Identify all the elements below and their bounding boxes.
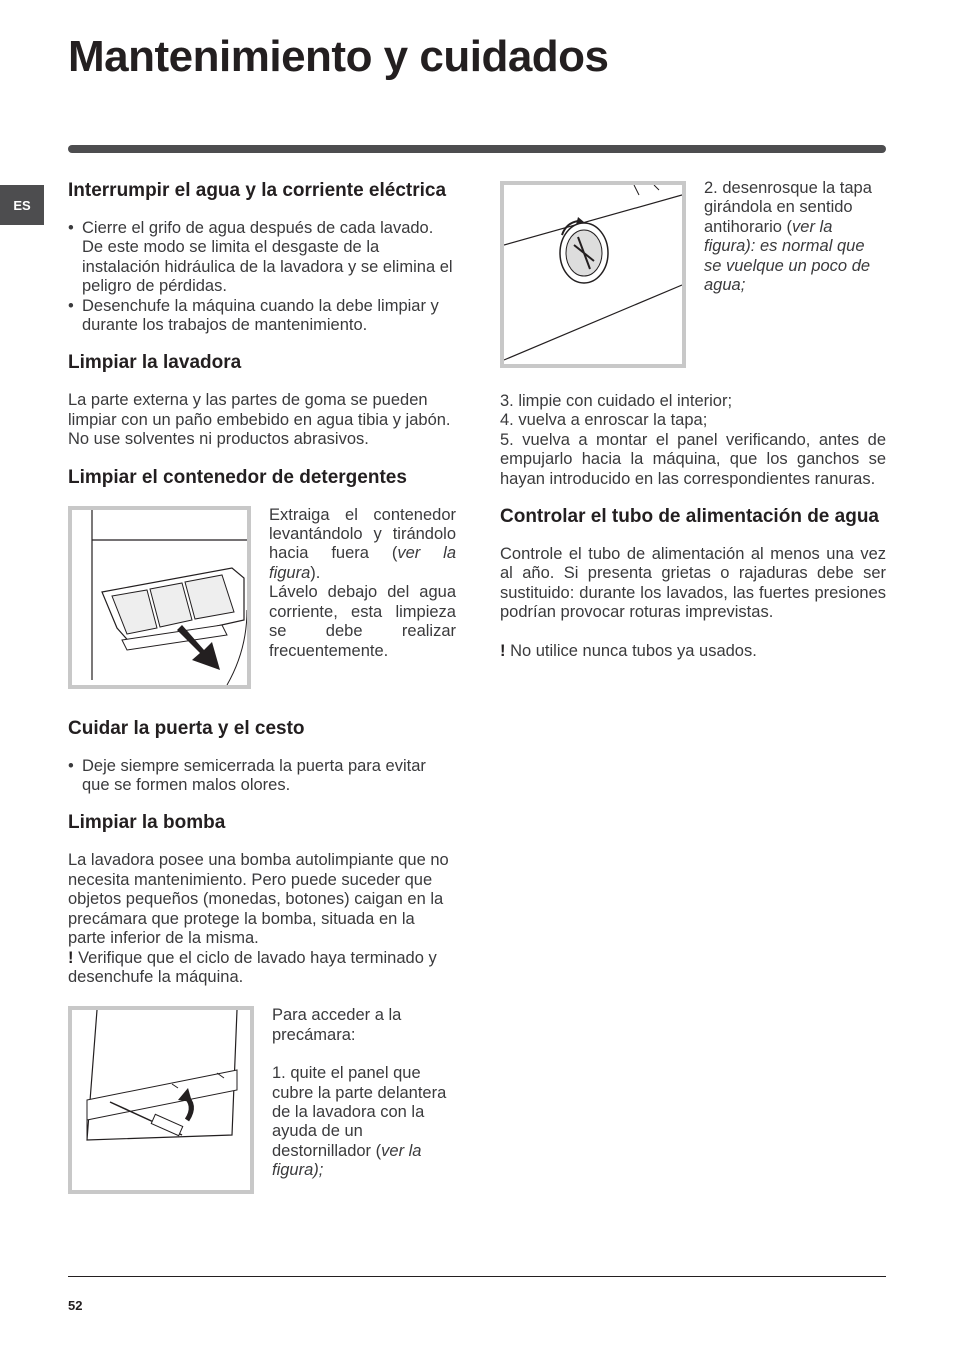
caption-text: Para acceder a la precámara:: [272, 1006, 402, 1044]
section-limpiar-contenedor: [68, 468, 456, 689]
section-heading: Interrumpir el agua y la corriente eléctrica: [68, 180, 447, 201]
title-divider: [68, 145, 886, 153]
step-text: 5. vuelva a montar el panel verificando, antes de empujarlo hacia la máquina, que los ganchos se hayan introducido en las correspondientes ranuras.: [500, 430, 886, 488]
warning-mark: !: [68, 948, 74, 967]
front-panel-illustration: [72, 1010, 250, 1190]
list-item: • Cierre el grifo de agua después de cada lavado. De este modo se limita el desgaste de la instalación hidráulica de la lavadora y se elimina el peligro de pérdidas.: [68, 219, 456, 297]
list-item: • Desenchufe la máquina cuando la debe limpiar y durante los trabajos de mantenimiento.: [68, 297, 456, 336]
figure-caption: [704, 179, 886, 368]
figure-caption: [272, 1006, 456, 1194]
caption-text: ): es normal que se vuelque un poco de agua;: [704, 237, 871, 295]
paragraph: La parte externa y las partes de goma se pueden limpiar con un paño embebido en agua tibia y jabón. No use solventes ni productos abrasivos.: [68, 391, 451, 449]
bullet-list: [68, 219, 456, 335]
figure-caption: [269, 506, 456, 689]
detergent-drawer-figure: [68, 506, 251, 689]
warning-mark: !: [500, 641, 506, 660]
steps-block: [500, 392, 886, 489]
footer-divider: [68, 1276, 886, 1277]
warning-text: Verifique que el ciclo de lavado haya terminado y desenchufe la máquina.: [68, 948, 437, 986]
section-heading: Limpiar la bomba: [68, 812, 226, 834]
step-text: 3. limpie con cuidado el interior;: [500, 392, 733, 410]
figure-reference: ver la figura: [704, 217, 833, 256]
caption-text: Lávelo debajo del agua corriente, esta limpieza se debe realizar frecuentemente.: [269, 583, 456, 660]
caption-text: );: [313, 1161, 324, 1180]
section-controlar-tubo: [500, 507, 886, 661]
front-panel-figure: [68, 1006, 254, 1194]
section-heading: Controlar el tubo de alimentación de agua: [500, 506, 879, 528]
figure-row: [500, 181, 886, 368]
section-heading: Limpiar la lavadora: [68, 352, 242, 374]
figure-row: [68, 506, 456, 689]
caption-text: 1. quite el panel que cubre la parte delantera de la lavadora con la ayuda de un destornillador (: [272, 1064, 447, 1160]
bullet-list: [68, 757, 456, 796]
language-tab: ES: [0, 185, 44, 225]
section-interrumpir: [68, 181, 456, 335]
step-text: 4. vuelva a enroscar la tapa;: [500, 411, 708, 430]
section-heading: Cuidar la puerta y el cesto: [68, 717, 305, 739]
section-heading: Limpiar el contenedor de detergentes: [68, 466, 407, 488]
section-limpiar-lavadora: [68, 353, 456, 449]
paragraph: Controle el tubo de alimentación al menos una vez al año. Si presenta grietas o rajaduras debe ser sustituido: durante los lavados, las fuertes presiones podrían provocar roturas imprevistas.: [500, 545, 886, 622]
warning-paragraph: [68, 949, 456, 988]
page-title: Mantenimiento y cuidados: [68, 32, 609, 81]
page-number: 52: [68, 1298, 83, 1313]
list-item: • Deje siempre semicerrada la puerta para evitar que se formen malos olores.: [68, 757, 456, 796]
pump-cap-illustration: [504, 185, 682, 364]
figure-reference: ver la figura: [272, 1141, 422, 1180]
left-column: [68, 181, 456, 1212]
warning-text: No utilice nunca tubos ya usados.: [505, 641, 757, 660]
pump-cap-figure: [500, 181, 686, 368]
figure-row: [68, 1006, 456, 1194]
figure-reference: ver la figura: [269, 544, 456, 582]
caption-text: 2. desenrosque la tapa girándola en sentido antihorario (: [704, 179, 872, 236]
right-column: [500, 181, 886, 679]
paragraph: La lavadora posee una bomba autolimpiante que no necesita mantenimiento. Pero puede suceder que objetos pequeños (monedas, botones) caigan en la precámara que protege la bomba, situada en la parte inferior de la misma.: [68, 851, 449, 948]
caption-text: ).: [310, 563, 321, 582]
section-limpiar-bomba: [68, 813, 456, 1194]
section-cuidar-puerta: [68, 719, 456, 796]
detergent-drawer-illustration: [72, 510, 247, 685]
warning-paragraph: [500, 642, 886, 661]
caption-text: Extraiga el contenedor levantándolo y tirándolo hacia fuera (: [269, 505, 456, 563]
